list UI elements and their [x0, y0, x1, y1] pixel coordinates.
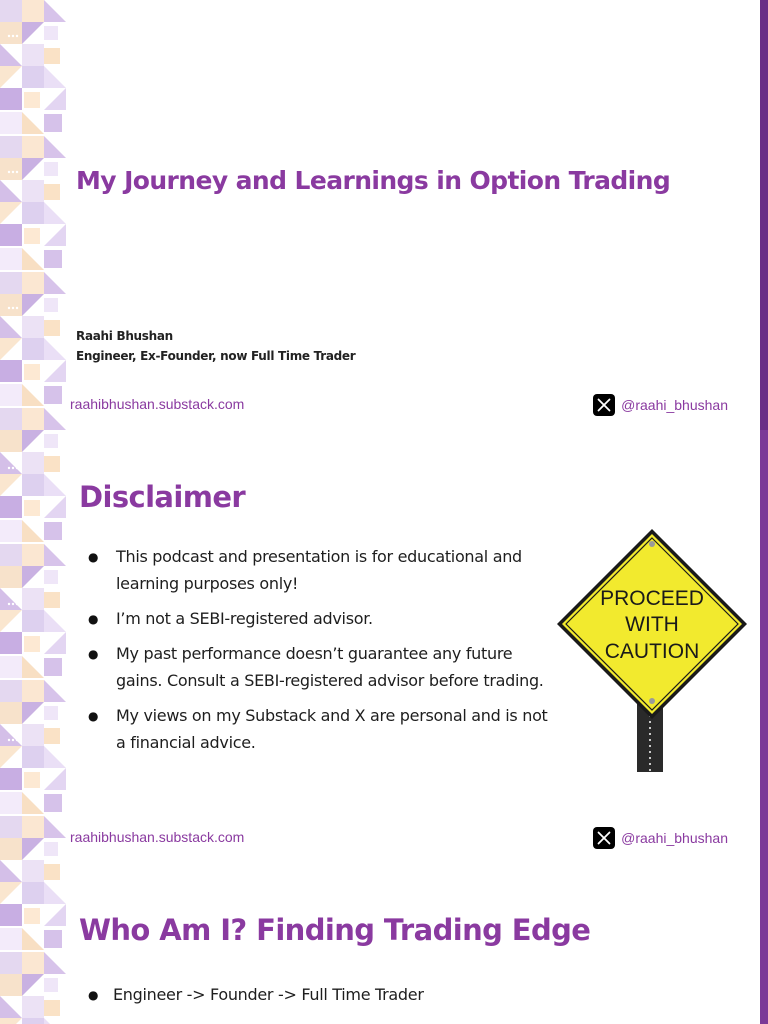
x-handle-text: @raahi_bhushan [621, 397, 728, 413]
list-item: ● Engineer -> Founder -> Full Time Trader [88, 983, 548, 1007]
slide-3-title: Who Am I? Finding Trading Edge [79, 913, 591, 947]
footer-x-handle[interactable] [593, 394, 728, 416]
sign-text-line: PROCEED [600, 587, 704, 610]
decorative-pattern-strip [0, 0, 68, 1024]
disclaimer-bullet-list [88, 543, 548, 764]
who-am-i-bullet-list [88, 983, 548, 1007]
sign-text-line: CAUTION [604, 640, 700, 663]
caution-sign-image [555, 527, 750, 772]
list-item: ● My past performance doesn’t guarantee any future gains. Consult a SEBI-registered advisor before trading. [88, 640, 548, 694]
list-item: ● I’m not a SEBI-registered advisor. [88, 605, 548, 632]
list-item: ● This podcast and presentation is for educational and learning purposes only! [88, 543, 548, 597]
slide-1-title: My Journey and Learnings in Option Trading [76, 166, 671, 195]
sign-text-line: WITH [625, 613, 679, 636]
x-handle-text: @raahi_bhushan [621, 830, 728, 846]
footer-url-link[interactable]: raahibhushan.substack.com [70, 396, 245, 412]
slide-2-title: Disclaimer [79, 480, 246, 514]
x-logo-icon [593, 394, 615, 416]
footer-url-link[interactable]: raahibhushan.substack.com [70, 829, 245, 845]
list-item: ● My views on my Substack and X are personal and is not a financial advice. [88, 702, 548, 756]
right-accent-bar [760, 0, 768, 1024]
x-logo-icon [593, 827, 615, 849]
author-name: Raahi Bhushan [76, 329, 173, 343]
author-block [76, 326, 355, 366]
footer-x-handle[interactable] [593, 827, 728, 849]
author-role: Engineer, Ex-Founder, now Full Time Trader [76, 349, 356, 363]
